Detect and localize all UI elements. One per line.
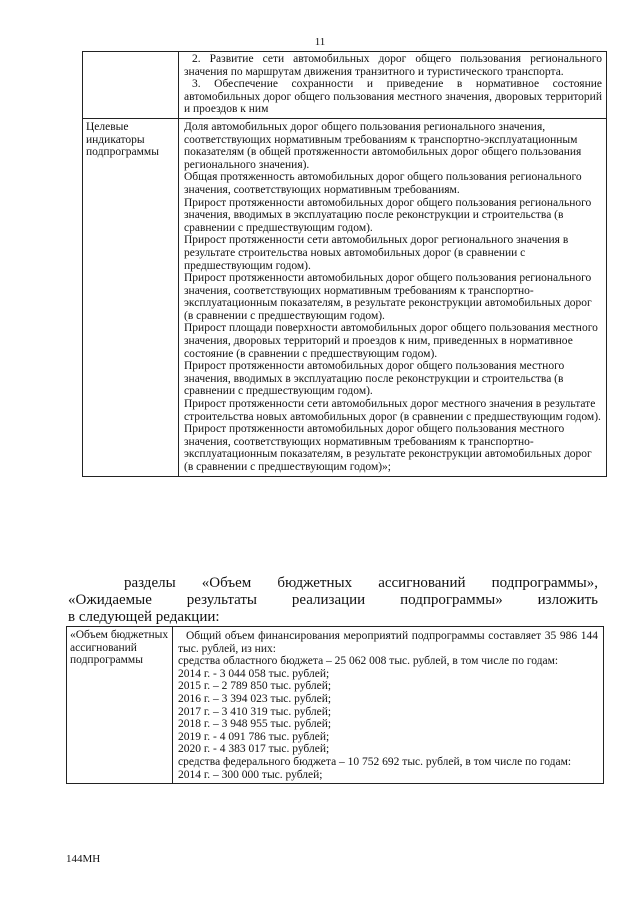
indicators-label: Целевые индикаторы подпрограммы	[83, 118, 179, 476]
year-amount: 2016 г. – 3 394 023 тыс. рублей;	[178, 692, 332, 705]
empty-label-cell	[83, 52, 179, 119]
year-amount: 2017 г. – 3 410 319 тыс. рублей;	[178, 705, 332, 718]
indicator-item: Прирост площади поверхности автомобильных дорог общего пользования местного значения, дворовых территорий и проездов к ним, приведенных в нормативное состояние (в сравнении с предшествующим годом).	[184, 322, 598, 360]
indicator-item: Прирост протяженности автомобильных дорог общего пользования регионального значения, вводимых в эксплуатацию после реконструкции и строительства (в сравнении с предшествующим годом).	[184, 196, 592, 234]
year-amount: 2018 г. – 3 948 955 тыс. рублей;	[178, 718, 332, 731]
task-item: 2. Развитие сети автомобильных дорог общего пользования регионального значения по маршрутам движения транзитного и туристического транспорта.	[184, 53, 602, 78]
subprogram-passport-table	[82, 51, 607, 477]
table-row	[83, 118, 607, 476]
year-amount: 2015 г. – 2 789 850 тыс. рублей;	[178, 680, 332, 693]
federal-budget: средства федерального бюджета – 10 752 692 тыс. рублей, в том числе по годам:	[178, 755, 572, 768]
document-code: 144МН	[66, 853, 101, 865]
body-paragraph	[68, 575, 598, 626]
indicator-item: Общая протяженность автомобильных дорог общего пользования регионального значения, соответствующих нормативным требованиям.	[184, 171, 582, 196]
body-line: разделы «Объем бюджетных ассигнований подпрограммы»,	[124, 575, 598, 591]
regional-budget: средства областного бюджета – 25 062 008 тыс. рублей, в том числе по годам:	[178, 655, 559, 668]
indicator-item: Прирост протяженности сети автомобильных дорог местного значения в результате строительства новых автомобильных дорог (в сравнении с предшествующим годом).	[184, 398, 601, 423]
indicator-item: Прирост протяженности сети автомобильных дорог регионального значения в результате строительства новых автомобильных дорог (в сравнении с предшествующим годом).	[184, 234, 569, 272]
year-amount: 2020 г. - 4 383 017 тыс. рублей;	[178, 743, 330, 756]
year-amount: 2014 г. - 3 044 058 тыс. рублей;	[178, 667, 330, 680]
indicator-item: Прирост протяженности автомобильных дорог общего пользования местного значения, соответствующих нормативным требованиям к транспортно-эксплуатационным показателям, в результате реконструкции автомобильных дорог (в сравнении с предшествующим годом)»;	[184, 423, 592, 473]
indicator-item: Доля автомобильных дорог общего пользования регионального значения, соответствующих нормативным требованиям к транспортно-эксплуатационным показателям (в общей протяженности автомобильных дорог общего пользования регионального значения).	[184, 120, 582, 171]
body-line: в следующей редакции:	[68, 609, 220, 625]
tasks-cell	[179, 52, 607, 119]
indicator-item: Прирост протяженности автомобильных дорог общего пользования местного значения, вводимых в эксплуатацию после реконструкции и строительства (в сравнении с предшествующим годом).	[184, 360, 565, 398]
budget-total: Общий объем финансирования мероприятий подпрограммы составляет 35 986 144 тыс. рублей, из них:	[178, 630, 598, 655]
budget-table	[66, 626, 604, 784]
task-item: 3. Обеспечение сохранности и приведение в нормативное состояние автомобильных дорог общего пользования местного значения, дворовых территорий и проездов к ним	[184, 78, 602, 116]
table-row	[67, 627, 604, 784]
federal-year-amount: 2014 г. – 300 000 тыс. рублей;	[178, 768, 323, 781]
budget-label: «Объем бюджетных ассигнований подпрограммы	[67, 627, 173, 784]
year-amount: 2019 г. - 4 091 786 тыс. рублей;	[178, 730, 330, 743]
body-line: «Ожидаемые результаты реализации подпрограммы» изложить	[68, 592, 598, 608]
budget-cell	[173, 627, 604, 784]
page-number: 11	[314, 36, 326, 48]
table-row	[83, 52, 607, 119]
indicators-cell	[179, 118, 607, 476]
indicator-item: Прирост протяженности автомобильных дорог общего пользования регионального значения, соответствующих нормативным требованиям к транспортно-эксплуатационным показателям, в результате реконструкции автомобильных дорог (в сравнении с предшествующим годом).	[184, 272, 592, 322]
